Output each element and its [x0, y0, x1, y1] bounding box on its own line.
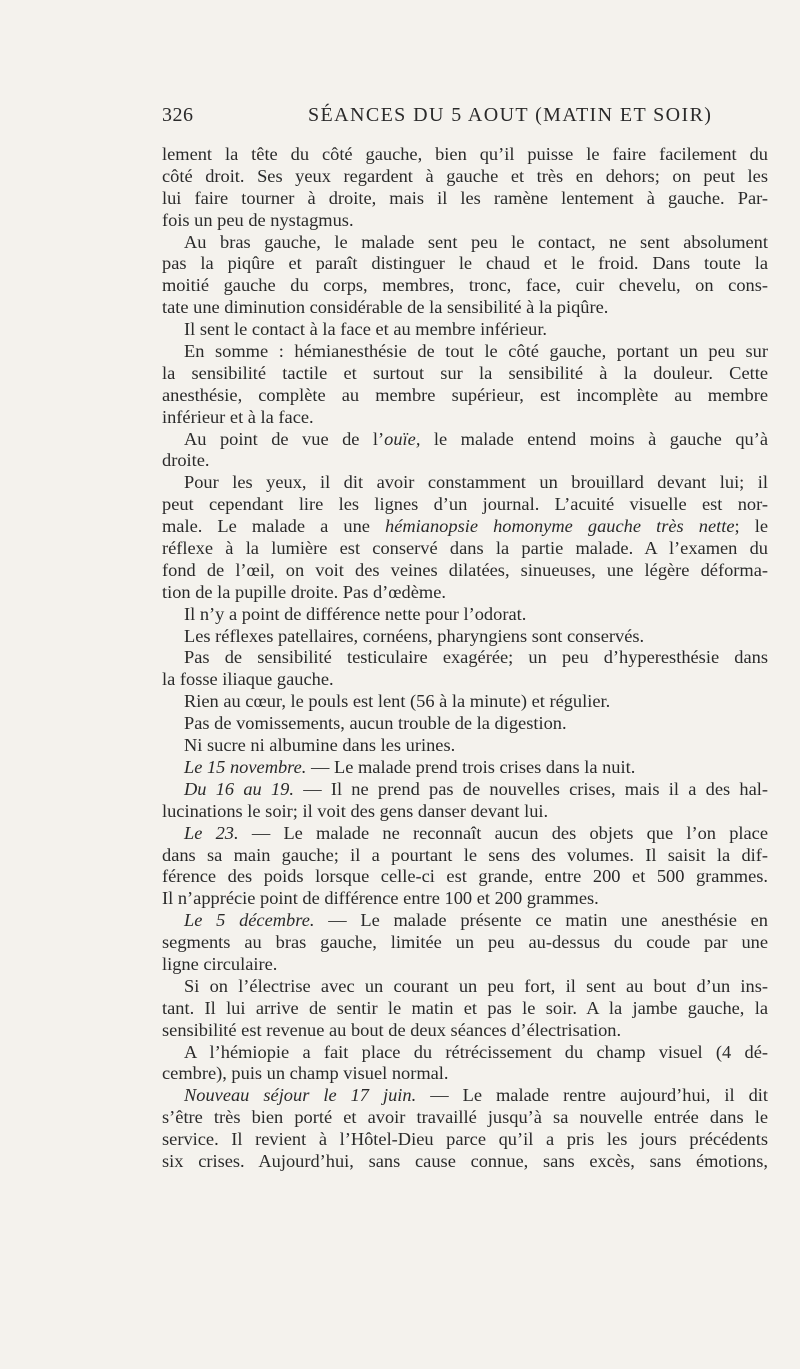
text-line	[162, 210, 768, 232]
text-line	[162, 1020, 768, 1042]
text-segment: la fosse iliaque gauche.	[162, 669, 334, 690]
text-segment: peut cependant lire les lignes d’un journal. L’acuité visuelle est nor-	[162, 494, 768, 515]
text-line	[162, 472, 768, 494]
text-line	[162, 429, 768, 451]
text-segment: ligne circulaire.	[162, 953, 278, 974]
italic-text-segment: Du 16 au 19.	[184, 778, 294, 799]
text-segment: — Il ne prend pas de nouvelles crises, mais il a des hal-	[293, 778, 768, 799]
page-number: 326	[162, 104, 194, 126]
text-segment: Il n’apprécie point de différence entre 100 et 200 grammes.	[162, 888, 599, 909]
text-segment: sensibilité est revenue au bout de deux séances d’électrisation.	[162, 1019, 622, 1040]
text-line	[162, 998, 768, 1020]
italic-text-segment: hémianopsie homonyme gauche très nette	[385, 516, 735, 537]
text-line	[162, 560, 768, 582]
text-segment: férence des poids lorsque celle-ci est grande, entre 200 et 500 grammes.	[162, 866, 768, 887]
text-segment: Pas de sensibilité testiculaire exagérée; un peu d’hyperesthésie dans	[184, 647, 768, 668]
text-line	[162, 823, 768, 845]
text-segment: Pas de vomissements, aucun trouble de la digestion.	[184, 713, 567, 734]
text-segment: — Le malade prend trois crises dans la nuit.	[306, 756, 636, 777]
text-segment: A l’hémiopie a fait place du rétrécissement du champ visuel (4 dé-	[184, 1041, 768, 1062]
text-line	[162, 976, 768, 998]
text-segment: fois un peu de nystagmus.	[162, 209, 354, 230]
text-line	[162, 319, 768, 341]
text-line	[162, 1063, 768, 1085]
text-line	[162, 363, 768, 385]
text-line	[162, 779, 768, 801]
text-line	[162, 1042, 768, 1064]
text-line	[162, 407, 768, 429]
text-segment: inférieur et à la face.	[162, 406, 314, 427]
text-line	[162, 1107, 768, 1129]
text-line	[162, 713, 768, 735]
text-segment: s’être très bien porté et avoir travaillé jusqu’à sa nouvelle entrée dans le	[162, 1107, 768, 1128]
body-text	[162, 144, 768, 1173]
italic-text-segment: Le 23.	[184, 822, 239, 843]
text-line	[162, 801, 768, 823]
italic-text-segment: Le 5 décembre.	[184, 910, 315, 931]
text-line	[162, 845, 768, 867]
text-segment: — Le malade présente ce matin une anesthésie en	[314, 910, 768, 931]
text-segment: tate une diminution considérable de la sensibilité à la piqûre.	[162, 297, 609, 318]
text-line	[162, 757, 768, 779]
text-line	[162, 582, 768, 604]
text-line	[162, 954, 768, 976]
text-segment: réflexe à la lumière est conservé dans la partie malade. A l’examen du	[162, 538, 768, 559]
text-segment: — Le malade ne reconnaît aucun des objets que l’on place	[238, 822, 769, 843]
text-line	[162, 1085, 768, 1107]
text-line	[162, 494, 768, 516]
text-line	[162, 691, 768, 713]
text-segment: six crises. Aujourd’hui, sans cause connue, sans excès, sans émotions,	[162, 1150, 768, 1171]
text-segment: Au point de vue de l’	[184, 428, 385, 449]
text-line	[162, 604, 768, 626]
text-segment: segments au bras gauche, limitée un peu au-dessus du coude par une	[162, 932, 768, 953]
text-line	[162, 166, 768, 188]
text-segment: Ni sucre ni albumine dans les urines.	[184, 735, 456, 756]
italic-text-segment: Nouveau séjour le 17 juin.	[184, 1085, 417, 1106]
text-line	[162, 538, 768, 560]
text-line	[162, 297, 768, 319]
text-line	[162, 253, 768, 275]
text-segment: pas la piqûre et paraît distinguer le chaud et le froid. Dans toute la	[162, 253, 768, 274]
text-segment: Rien au cœur, le pouls est lent (56 à la minute) et régulier.	[184, 691, 611, 712]
text-segment: tion de la pupille droite. Pas d’œdème.	[162, 581, 446, 602]
text-segment: Pour les yeux, il dit avoir constamment un brouillard devant lui; il	[184, 472, 768, 493]
text-line	[162, 188, 768, 210]
text-line	[162, 1151, 768, 1173]
text-line	[162, 385, 768, 407]
text-segment: service. Il revient à l’Hôtel-Dieu parce qu’il a pris les jours précédents	[162, 1129, 768, 1150]
text-segment: la sensibilité tactile et surtout sur la sensibilité à la douleur. Cette	[162, 362, 768, 383]
text-segment: anesthésie, complète au membre supérieur, est incomplète au membre	[162, 384, 768, 405]
text-segment: droite.	[162, 450, 210, 471]
text-segment: Les réflexes patellaires, cornéens, pharyngiens sont conservés.	[184, 625, 645, 646]
text-segment: — Le malade rentre aujourd’hui, il dit	[416, 1085, 768, 1106]
text-segment: lement la tête du côté gauche, bien qu’il puisse le faire facilement du	[162, 144, 768, 164]
text-segment: moitié gauche du corps, membres, tronc, face, cuir chevelu, on cons-	[162, 275, 768, 296]
text-segment: cembre), puis un champ visuel normal.	[162, 1063, 449, 1084]
text-line	[162, 647, 768, 669]
text-segment: lucinations le soir; il voit des gens danser devant lui.	[162, 800, 549, 821]
text-line	[162, 341, 768, 363]
page-header	[162, 104, 768, 134]
text-segment: dans sa main gauche; il a pourtant le sens des volumes. Il saisit la dif-	[162, 844, 768, 865]
text-segment: ; le	[734, 516, 768, 537]
text-line	[162, 888, 768, 910]
text-segment: Au bras gauche, le malade sent peu le contact, ne sent absolument	[184, 231, 768, 252]
text-line	[162, 144, 768, 166]
text-line	[162, 275, 768, 297]
text-segment: Il n’y a point de différence nette pour l’odorat.	[184, 603, 527, 624]
text-line	[162, 450, 768, 472]
text-line	[162, 910, 768, 932]
text-segment: male. Le malade a une	[162, 516, 386, 537]
text-line	[162, 932, 768, 954]
text-segment: En somme : hémianesthésie de tout le côté gauche, portant un peu sur	[184, 341, 768, 362]
running-title: SÉANCES DU 5 AOUT (MATIN ET SOIR)	[308, 104, 713, 126]
text-segment: fond de l’œil, on voit des veines dilatées, sinueuses, une légère déforma-	[162, 559, 768, 580]
text-line	[162, 626, 768, 648]
text-segment: côté droit. Ses yeux regardent à gauche et très en dehors; on peut les	[162, 165, 768, 186]
text-segment: Si on l’électrise avec un courant un peu fort, il sent au bout d’un ins-	[184, 975, 768, 996]
italic-text-segment: Le 15 novembre.	[184, 756, 307, 777]
text-line	[162, 232, 768, 254]
italic-text-segment: ouïe,	[384, 428, 421, 449]
text-line	[162, 1129, 768, 1151]
text-line	[162, 735, 768, 757]
text-line	[162, 669, 768, 691]
text-line	[162, 516, 768, 538]
text-segment: Il sent le contact à la face et au membre inférieur.	[184, 319, 548, 340]
text-segment: lui faire tourner à droite, mais il les ramène lentement à gauche. Par-	[162, 187, 768, 208]
text-line	[162, 866, 768, 888]
text-segment: tant. Il lui arrive de sentir le matin et pas le soir. A la jambe gauche, la	[162, 997, 768, 1018]
text-segment: le malade entend moins à gauche qu’à	[420, 428, 768, 449]
